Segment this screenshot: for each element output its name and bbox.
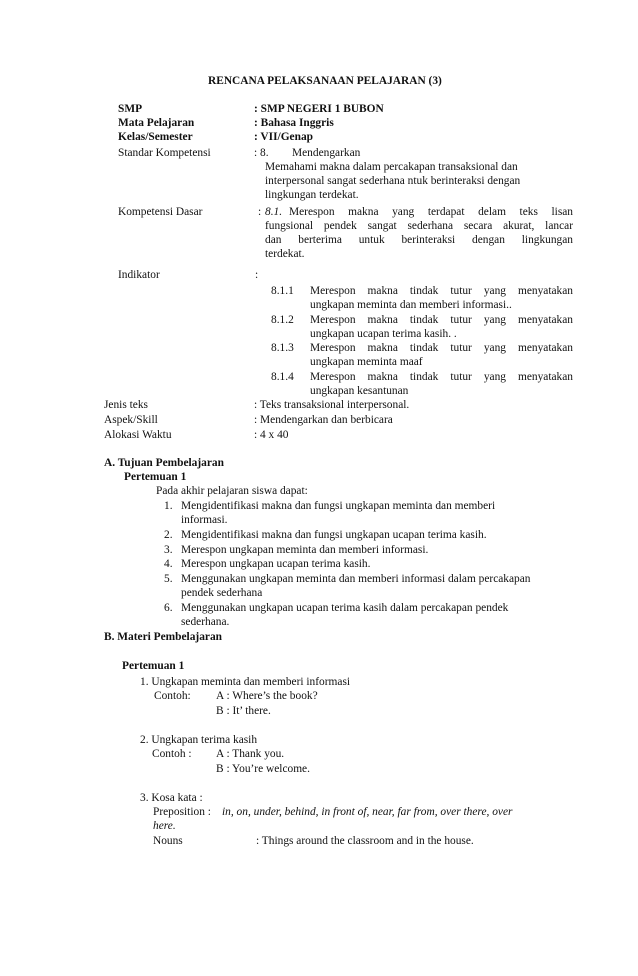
- list-item: Mengidentifikasi makna dan fungsi ungkapan meminta dan memberi: [181, 500, 496, 512]
- materi-2-line-b: B : You’re welcome.: [216, 763, 310, 775]
- jenis-label: Jenis teks: [104, 399, 148, 411]
- materi-2-title: 2. Ungkapan terima kasih: [140, 734, 258, 746]
- list-item: Merespon ungkapan meminta dan memberi informasi.: [181, 544, 429, 556]
- kd-line-3: dan berterima untuk berinteraksi dengan lingkungan: [265, 234, 573, 246]
- materi-1-line-b: B : It’ there.: [216, 705, 271, 717]
- section-b-pertemuan: Pertemuan 1: [122, 660, 185, 672]
- aspek-value: : Mendengarkan dan berbicara: [254, 414, 393, 426]
- sk-number: : 8.: [254, 147, 269, 159]
- indikator-num: 8.1.2: [271, 314, 294, 326]
- indikator-line: Merespon makna tindak tutur yang menyatakan: [310, 285, 573, 297]
- nouns-label: Nouns: [153, 835, 183, 847]
- list-item: pendek sederhana: [181, 587, 263, 599]
- materi-2-contoh-label: Contoh :: [152, 748, 192, 760]
- indikator-line: Merespon makna tindak tutur yang menyatakan: [310, 371, 573, 383]
- indikator-label: Indikator: [118, 269, 160, 281]
- sk-label: Standar Kompetensi: [118, 147, 211, 159]
- list-item: sederhana.: [181, 616, 230, 628]
- preposition-value: in, on, under, behind, in front of, near, far from, over there, over: [222, 806, 513, 818]
- list-item-number: 1.: [164, 500, 173, 512]
- sk-line-3: lingkungan terdekat.: [265, 189, 359, 201]
- mapel-value: : Bahasa Inggris: [254, 117, 334, 129]
- alokasi-label: Alokasi Waktu: [104, 429, 172, 441]
- kd-line-4: terdekat.: [265, 248, 305, 260]
- materi-2-line-a: A : Thank you.: [216, 748, 285, 760]
- alokasi-value: : 4 x 40: [254, 429, 289, 441]
- kd-line-1: Merespon makna yang terdapat delam teks lisan: [289, 206, 573, 218]
- indikator-num: 8.1.4: [271, 371, 294, 383]
- indikator-line: Merespon makna tindak tutur yang menyatakan: [310, 342, 573, 354]
- list-item-number: 4.: [164, 558, 173, 570]
- aspek-label: Aspek/Skill: [104, 414, 158, 426]
- indikator-line: Merespon makna tindak tutur yang menyatakan: [310, 314, 573, 326]
- kelas-value: : VII/Genap: [254, 131, 313, 143]
- materi-1-contoh-label: Contoh:: [154, 690, 191, 702]
- materi-1-title: 1. Ungkapan meminta dan memberi informasi: [140, 676, 351, 688]
- section-b-heading: B. Materi Pembelajaran: [104, 631, 222, 643]
- section-a-heading: A. Tujuan Pembelajaran: [104, 457, 224, 469]
- kd-line-2: fungsional pendek sangat sederhana secara akurat, lancar: [265, 220, 573, 232]
- materi-3-title: 3. Kosa kata :: [140, 792, 203, 804]
- smp-label: SMP: [118, 103, 143, 115]
- indikator-line: ungkapan meminta maaf: [310, 356, 423, 368]
- section-a-intro: Pada akhir pelajaran siswa dapat:: [156, 485, 308, 497]
- kd-label: Kompetensi Dasar: [118, 206, 203, 218]
- sk-heading: Mendengarkan: [292, 147, 361, 159]
- indikator-line: ungkapan kesantunan: [310, 385, 409, 397]
- indikator-num: 8.1.3: [271, 342, 294, 354]
- list-item: Menggunakan ungkapan ucapan terima kasih dalam percakapan pendek: [181, 602, 509, 614]
- sk-line-1: Memahami makna dalam percakapan transaksional dan: [265, 161, 518, 173]
- list-item-number: 3.: [164, 544, 173, 556]
- indikator-line: ungkapan meminta dan memberi informasi..: [310, 299, 512, 311]
- jenis-value: : Teks transaksional interpersonal.: [254, 399, 410, 411]
- materi-1-line-a: A : Where’s the book?: [216, 690, 318, 702]
- list-item: informasi.: [181, 514, 228, 526]
- list-item-number: 5.: [164, 573, 173, 585]
- preposition-label: Preposition :: [153, 806, 211, 818]
- page-title: RENCANA PELAKSANAAN PELAJARAN (3): [208, 75, 442, 87]
- indikator-num: 8.1.1: [271, 285, 294, 297]
- list-item-number: 6.: [164, 602, 173, 614]
- kelas-label: Kelas/Semester: [118, 131, 193, 143]
- list-item: Mengidentifikasi makna dan fungsi ungkapan ucapan terima kasih.: [181, 529, 487, 541]
- section-a-pertemuan: Pertemuan 1: [124, 471, 187, 483]
- nouns-value: : Things around the classroom and in the house.: [256, 835, 474, 847]
- kd-colon: :: [258, 206, 262, 218]
- indikator-colon: :: [255, 269, 259, 281]
- kd-number: 8.1.: [265, 206, 283, 218]
- smp-value: : SMP NEGERI 1 BUBON: [254, 103, 384, 115]
- sk-line-2: interpersonal sangat sederhana ntuk berinteraksi dengan: [265, 175, 521, 187]
- list-item: Menggunakan ungkapan meminta dan memberi informasi dalam percakapan: [181, 573, 531, 585]
- preposition-value-cont: here.: [153, 820, 176, 832]
- mapel-label: Mata Pelajaran: [118, 117, 195, 129]
- list-item-number: 2.: [164, 529, 173, 541]
- indikator-line: ungkapan ucapan terima kasih. .: [310, 328, 457, 340]
- list-item: Merespon ungkapan ucapan terima kasih.: [181, 558, 371, 570]
